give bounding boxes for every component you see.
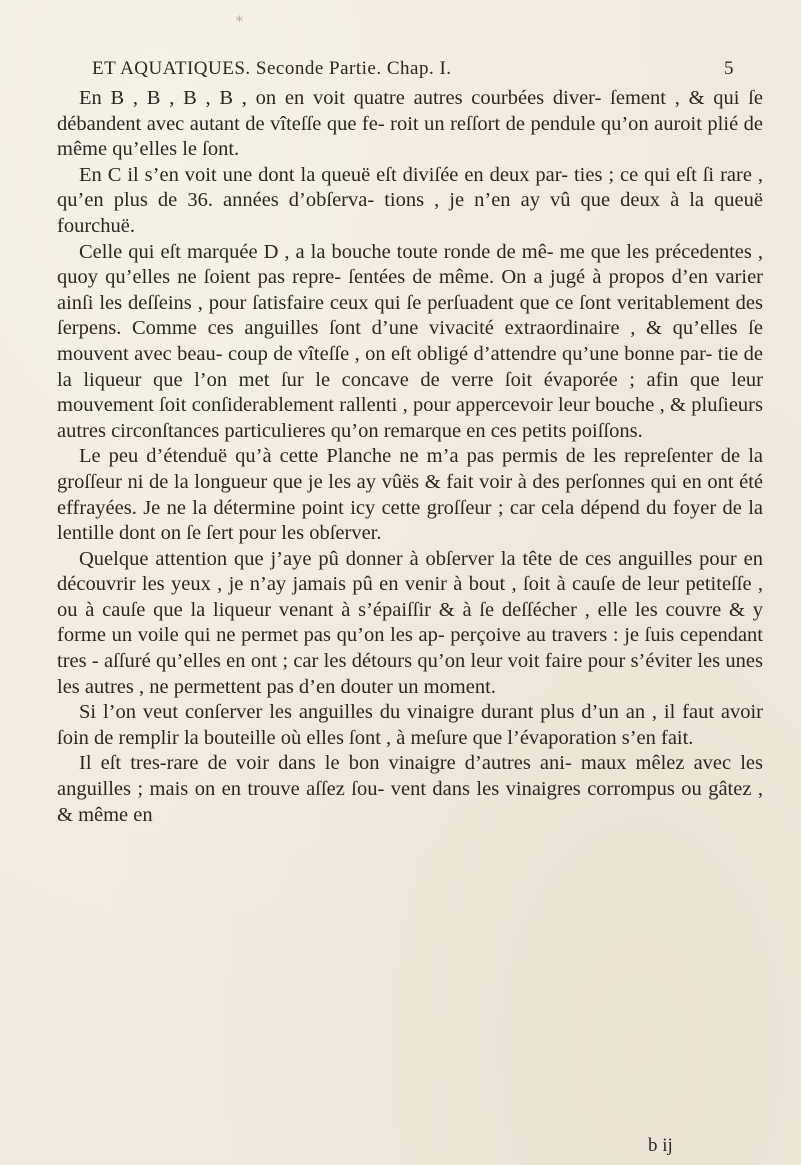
paragraph: Il eſt tres-rare de voir dans le bon vinaigre d’autres ani- maux mêlez avec les anguilles ; mais on en trouve aſſez ſou- vent dans les vinaigres corrompus ou gâtez , & même en [57,752,763,826]
running-head [92,58,734,86]
page-number: 5 [724,58,734,79]
paragraph: En B , B , B , B , on en voit quatre autres courbées diver- ſement , & qui ſe débandent avec autant de vîteſſe que fe- roit un reſſort de pendule qu’on auroit plié de même qu’elles le ſont. [57,87,763,161]
paragraph: Le peu d’étenduë qu’à cette Planche ne m’a pas permis de les repreſenter de la groſſeur ni de la longueur que je les ay vûës & fait voir à des perſonnes qui en ont été effrayées. Je ne la détermine point icy cette groſſeur ; car cela dépend du foyer de la lentille dont on ſe ſert pour les obſerver. [57,445,763,545]
paragraph: En C il s’en voit une dont la queuë eſt diviſée en deux par- ties ; ce qui eſt ſi rare , qu’en plus de 36. années d’obſerva- tions , je n’en ay vû que deux à la queuë fourchuë. [57,163,763,237]
paragraph: Quelque attention que j’aye pû donner à obſerver la tête de ces anguilles pour en découvrir les yeux , je n’ay jamais pû en venir à bout , ſoit à cauſe de leur petiteſſe , ou à cauſe que la liqueur venant à s’épaiſſir & à ſe deſſécher , elle les couvre & y forme un voile qui ne permet pas qu’on les ap- perçoive au travers : je ſuis cependant tres - aſſuré qu’elles en ont ; car les détours qu’on leur voit faire pour s’éviter les unes les autres , ne permettent pas d’en douter un moment. [57,547,763,698]
running-head-title: ET AQUATIQUES. Seconde Partie. Chap. I. [92,58,452,79]
paragraph: Si l’on veut conſerver les anguilles du vinaigre durant plus d’un an , il faut avoir ſoin de remplir la bouteille où elles ſont , à meſure que l’évaporation s’en fait. [57,701,763,749]
paragraph: Celle qui eſt marquée D , a la bouche toute ronde de mê- me que les précedentes , quoy qu’elles ne ſoient pas repre- ſentées de même. On a jugé à propos d’en varier ainſi les deſſeins , pour ſatisfaire ceux qui ſe perſuadent que ce ſont veritablement des ſerpens. Comme ces anguilles ſont d’une vivacité extraordinaire , & qu’elles ſe mouvent avec beau- coup de vîteſſe , on eſt obligé d’attendre qu’une bonne par- tie de la liqueur que l’on met ſur le concave de verre ſoit évaporée ; afin que leur mouvement ſoit conſiderablement rallenti , pour appercevoir leur bouche , & pluſieurs autres circonſtances particulieres qu’on remarque en ces petits poiſſons. [57,240,763,442]
body-text [57,86,763,828]
signature-mark: b ij [648,1135,673,1156]
ink-speck: * [236,14,243,30]
